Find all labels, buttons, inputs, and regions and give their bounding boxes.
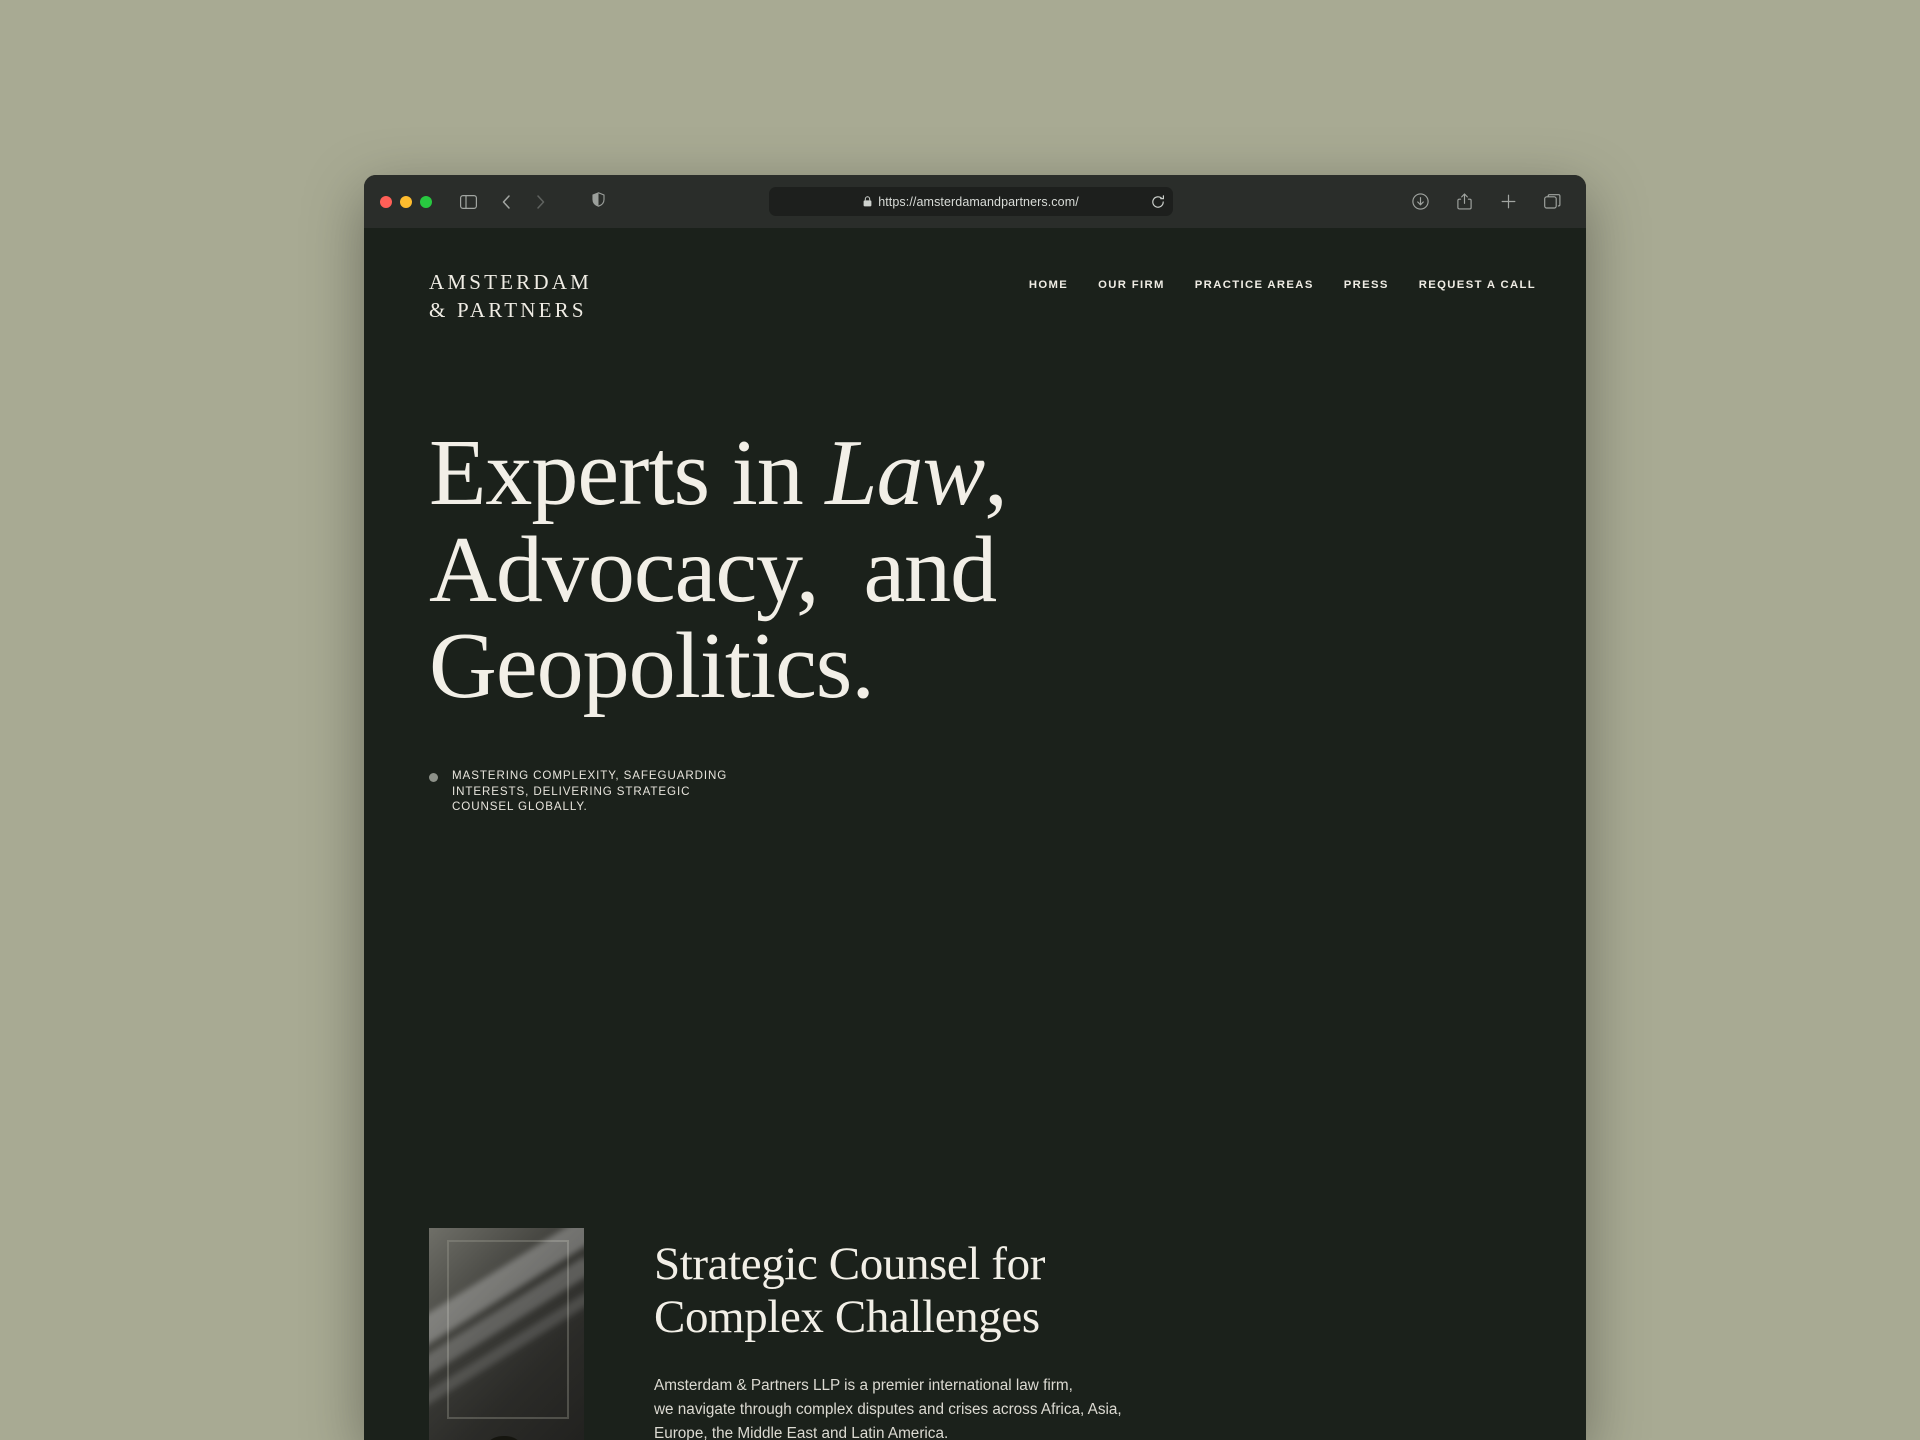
tagline-line-2: SAFEGUARDING INTERESTS, DELIVERING (452, 769, 728, 798)
back-chevron-icon[interactable] (492, 188, 520, 216)
plus-icon[interactable] (1494, 188, 1522, 216)
hero-tagline-text (452, 768, 752, 815)
website-viewport (364, 228, 1586, 1440)
strategic-counsel-text (654, 1228, 1122, 1440)
hero-heading (429, 420, 1586, 719)
window-controls (380, 196, 432, 208)
section-heading-line-2: Complex Challenges (654, 1291, 1040, 1344)
hero-heading-line-2: Advocacy, and (429, 517, 997, 622)
main-navigation (1029, 268, 1536, 291)
toolbar-right-icons (1406, 188, 1570, 216)
bullet-dot-icon (429, 773, 438, 782)
photo-figure-silhouette (481, 1436, 527, 1440)
url-text: https://amsterdamandpartners.com/ (878, 194, 1079, 209)
section-body (654, 1374, 1122, 1440)
tagline-line-1: MASTERING COMPLEXITY, (452, 769, 620, 783)
tagline-line-3: STRATEGIC COUNSEL GLOBALLY. (452, 784, 691, 814)
nav-item-practice-areas[interactable]: PRACTICE AREAS (1194, 279, 1314, 291)
lock-icon (863, 196, 872, 207)
address-bar[interactable] (769, 187, 1173, 216)
nav-item-home[interactable]: HOME (1028, 279, 1069, 291)
addressbar-area (554, 187, 1388, 216)
close-window-button[interactable] (380, 196, 392, 208)
share-icon[interactable] (1450, 188, 1478, 216)
site-header (364, 228, 1586, 325)
forward-chevron-icon[interactable] (526, 188, 554, 216)
hero-heading-line-3: Geopolitics. (429, 614, 874, 719)
hero-section (364, 325, 1586, 815)
navigation-buttons (492, 188, 554, 216)
hero-tagline (429, 768, 1586, 815)
address-bar-content (863, 195, 1079, 209)
hero-heading-text-1-post: , (984, 420, 1007, 525)
hero-heading-emphasis: Law (825, 420, 985, 525)
section-body-line-2: we navigate through complex disputes and crises across Africa, Asia, (654, 1400, 1122, 1418)
browser-window (364, 175, 1586, 1440)
download-icon[interactable] (1406, 188, 1434, 216)
reload-icon[interactable] (1151, 195, 1165, 209)
logo-line-1: AMSTERDAM (429, 270, 592, 294)
privacy-shield-icon[interactable] (592, 192, 605, 212)
nav-item-our-firm[interactable]: OUR FIRM (1098, 279, 1165, 291)
tab-overview-icon[interactable] (1538, 188, 1566, 216)
logo-line-2: & PARTNERS (429, 298, 587, 323)
strategic-counsel-section (364, 1228, 1586, 1440)
site-logo[interactable] (429, 268, 592, 325)
section-heading (654, 1238, 1122, 1344)
sidebar-icon[interactable] (454, 188, 482, 216)
section-body-line-3: Europe, the Middle East and Latin America. (654, 1424, 949, 1440)
zoom-window-button[interactable] (420, 196, 432, 208)
office-photo (429, 1228, 584, 1440)
browser-toolbar (364, 175, 1586, 228)
hero-heading-text-1: Experts in (429, 420, 826, 525)
section-body-line-1: Amsterdam & Partners LLP is a premier international law firm, (654, 1377, 1073, 1395)
nav-item-press[interactable]: PRESS (1343, 279, 1389, 291)
nav-item-request-a-call[interactable]: REQUEST A CALL (1418, 279, 1536, 291)
section-heading-line-1: Strategic Counsel for (654, 1238, 1046, 1290)
hero-heading-line-1 (429, 420, 1586, 525)
minimize-window-button[interactable] (400, 196, 412, 208)
